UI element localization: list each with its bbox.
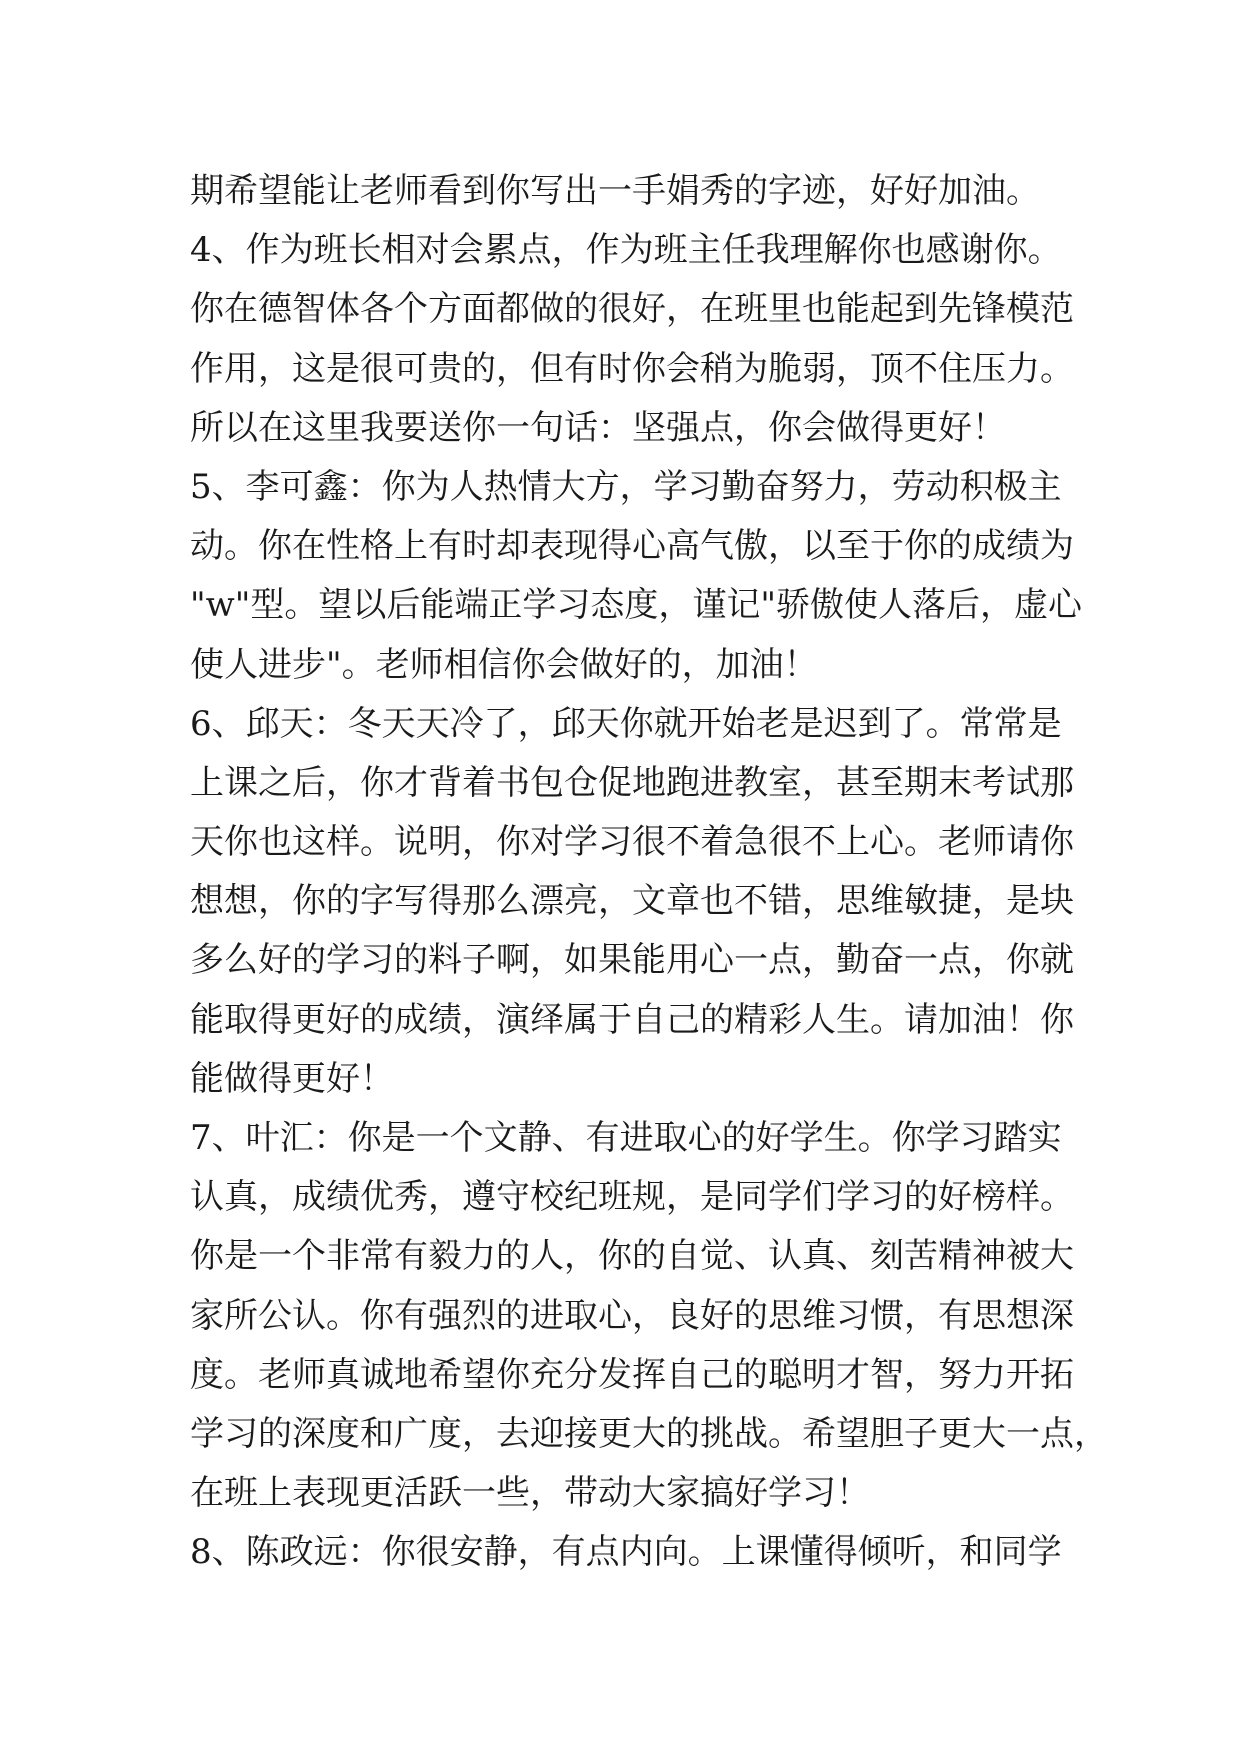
- document-body: [190, 162, 1108, 1583]
- text-line: 7、叶汇：你是一个文静、有进取心的好学生。你学习踏实: [190, 1118, 1062, 1158]
- text-line: 使人进步"。老师相信你会做好的，加油！: [190, 644, 818, 685]
- text-line: 能取得更好的成绩，演绎属于自己的精彩人生。请加油！你: [190, 999, 1074, 1040]
- text-line: 你在德智体各个方面都做的很好，在班里也能起到先锋模范: [190, 289, 1074, 330]
- text-line: 你是一个非常有毅力的人，你的自觉、认真、刻苦精神被大: [190, 1236, 1074, 1277]
- text-line: 作用，这是很可贵的，但有时你会稍为脆弱，顶不住压力。: [190, 348, 1074, 389]
- text-line: 6、邱天：冬天天冷了，邱天你就开始老是迟到了。常常是: [190, 703, 1062, 744]
- text-line: 天你也这样。说明，你对学习很不着急很不上心。老师请你: [190, 822, 1074, 863]
- text-line: 认真，成绩优秀，遵守校纪班规，是同学们学习的好榜样。: [190, 1177, 1074, 1218]
- text-line: "w"型。望以后能端正学习态度，谨记"骄傲使人落后，虚心: [190, 585, 1083, 626]
- text-line: 动。你在性格上有时却表现得心高气傲，以至于你的成绩为: [190, 526, 1074, 567]
- text-line: 度。老师真诚地希望你充分发挥自己的聪明才智，努力开拓: [190, 1354, 1074, 1395]
- text-line: 能做得更好！: [190, 1058, 394, 1099]
- text-line: 期希望能让老师看到你写出一手娟秀的字迹，好好加油。: [190, 171, 1040, 211]
- text-line: 上课之后，你才背着书包仓促地跑进教室，甚至期末考试那: [190, 762, 1074, 803]
- text-line: 学习的深度和广度，去迎接更大的挑战。希望胆子更大一点，: [190, 1413, 1108, 1454]
- text-line: 4、作为班长相对会累点，作为班主任我理解你也感谢你。: [190, 230, 1062, 271]
- text-line: 家所公认。你有强烈的进取心，良好的思维习惯，有思想深: [190, 1295, 1074, 1336]
- text-line: 所以在这里我要送你一句话：坚强点，你会做得更好！: [190, 407, 1006, 448]
- text-line: 8、陈政远：你很安静，有点内向。上课懂得倾听，和同学: [190, 1532, 1062, 1573]
- text-line: 在班上表现更活跃一些，带动大家搞好学习！: [190, 1473, 870, 1514]
- text-line: 5、李可鑫：你为人热情大方，学习勤奋努力，劳动积极主: [190, 466, 1062, 507]
- text-line: 想想，你的字写得那么漂亮，文章也不错，思维敏捷，是块: [190, 881, 1074, 922]
- text-line: 多么好的学习的料子啊，如果能用心一点，勤奋一点，你就: [190, 940, 1074, 981]
